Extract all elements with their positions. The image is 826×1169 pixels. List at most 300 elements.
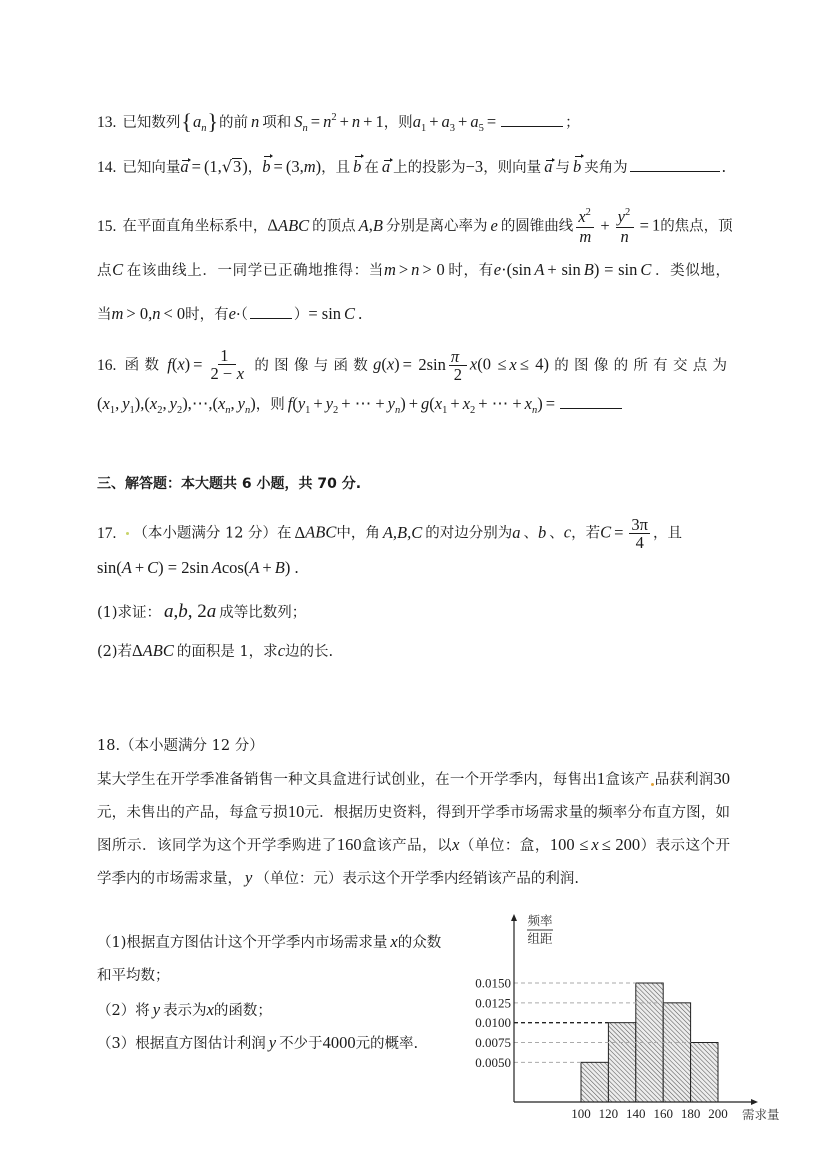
question-18-part-1: [97, 931, 441, 953]
text-run: (1)求证：: [97, 605, 162, 621]
vector-b: b: [572, 157, 582, 176]
text-run: 的前: [219, 115, 248, 131]
operator: =: [193, 354, 203, 374]
math-var: a: [206, 601, 217, 622]
sqrt-icon: [222, 157, 232, 176]
math-var: g: [421, 394, 430, 413]
math-var: y: [617, 207, 625, 226]
text-run: 与: [555, 160, 570, 176]
operator: +: [408, 394, 419, 413]
y-tick-label: 0.0075: [475, 1035, 511, 1050]
text-run: ，则: [255, 397, 285, 413]
math-paren: ): [394, 354, 400, 374]
fraction-numerator: [616, 208, 634, 228]
math-var: e: [493, 260, 502, 279]
answer-blank: [250, 303, 292, 319]
math-var: b: [538, 522, 547, 542]
stray-dot: [651, 783, 654, 786]
text-run: 品获利润: [654, 772, 714, 788]
math-num: 4000: [322, 1033, 356, 1052]
subscript: 2: [333, 405, 339, 416]
y-tick-label: 0.0150: [475, 975, 511, 991]
y-tick-label: 0.0050: [475, 1054, 511, 1070]
math-paren: (: [97, 394, 103, 413]
text-run: 图所示．该同学为这个开学季购进了: [97, 838, 337, 854]
math-num: 2 −: [210, 364, 233, 383]
fraction-denominator: 4: [635, 533, 644, 552]
question-18-paragraph-line-4: [97, 867, 579, 889]
question-number: 17.: [97, 524, 117, 542]
math-punct: ,: [115, 394, 120, 413]
math-num: 100 ≤: [549, 835, 589, 854]
math-punct: ,: [173, 601, 179, 622]
text-run: 、: [523, 525, 539, 542]
math-var: x: [177, 354, 185, 374]
text-run: 上的投影为: [393, 160, 466, 176]
operator: =: [545, 394, 556, 413]
vector-b: b: [353, 157, 362, 176]
math-num: (3,: [285, 157, 304, 176]
math-paren: (: [381, 354, 387, 374]
math-var: y: [387, 394, 395, 413]
text-run: 的众数: [397, 935, 442, 951]
histogram-bar: [608, 1023, 635, 1102]
math-var: A: [358, 215, 369, 235]
y-tick-label: 0.0125: [475, 995, 511, 1011]
math-num: 1: [651, 215, 661, 235]
subscript: 1: [305, 405, 311, 416]
subscript: 2: [157, 405, 163, 416]
operator: + ⋯ +: [478, 394, 522, 413]
vector-a: a: [544, 157, 553, 176]
math-var: C: [640, 260, 652, 279]
subscript: n: [244, 405, 251, 416]
subscript: 3: [449, 123, 455, 134]
math-var: m: [383, 260, 396, 279]
fraction-numerator: 1: [218, 347, 236, 365]
math-var: A: [249, 558, 260, 577]
delta-symbol: Δ: [294, 522, 306, 542]
y-axis-label-denominator: 组距: [527, 931, 553, 946]
y-tick-label: 0.0100: [475, 1015, 511, 1031]
fraction-denominator: [208, 365, 246, 384]
math-func: ·(sin: [501, 260, 532, 279]
question-18-part-2: [97, 999, 272, 1021]
text-run: 在: [364, 160, 379, 176]
text-run: .: [358, 304, 363, 323]
question-17-line-1: [97, 515, 683, 552]
x-tick-label: 200: [708, 1106, 728, 1121]
operator: +: [134, 558, 145, 577]
subscript: n: [225, 405, 231, 416]
subscript: 1: [129, 405, 135, 416]
math-var: x: [217, 394, 226, 413]
math-num: 1: [375, 112, 384, 131]
question-17-part-2: [97, 640, 333, 662]
math-num: 30: [713, 769, 731, 788]
operator: =: [639, 215, 649, 235]
text-run: 项和: [262, 115, 292, 131]
question-15-line-3: [97, 303, 362, 325]
text-run: ，若: [571, 525, 601, 542]
text-run: 中，角: [336, 525, 380, 542]
math-var: x: [462, 394, 471, 413]
math-var: ABC: [142, 641, 174, 660]
delta-symbol: Δ: [267, 215, 278, 235]
math-var: x: [206, 1000, 214, 1019]
question-15-line-2: [97, 259, 730, 281]
text-run: .: [721, 157, 726, 176]
text-run: 的面积是 1，求: [176, 644, 278, 660]
math-var: A: [121, 558, 132, 577]
y-axis-label-numerator: 频率: [527, 913, 553, 928]
math-var: y: [169, 394, 177, 413]
question-14: [97, 156, 726, 178]
question-number: 13.: [97, 114, 117, 131]
math-var: n: [351, 112, 361, 131]
math-var: B: [372, 215, 383, 235]
text-run: 的图像与函数: [252, 357, 374, 374]
math-var: ABC: [305, 522, 337, 542]
math-var: g: [373, 354, 382, 374]
math-var: x: [149, 394, 158, 413]
operator: +: [339, 112, 349, 131]
math-var: e: [228, 304, 236, 323]
x-axis-label: 需求量: [742, 1107, 780, 1122]
text-run: ）: [293, 307, 309, 323]
subscript: 1: [109, 405, 116, 416]
math-var: e: [490, 215, 498, 235]
math-var: C: [147, 558, 159, 577]
text-run: （2）将: [97, 1003, 150, 1019]
text-run: 不少于: [279, 1036, 323, 1052]
margin-dot: [126, 532, 129, 535]
answer-blank: [560, 393, 622, 409]
text-run: 成等比数列；: [219, 605, 307, 621]
math-paren: ): [184, 354, 191, 374]
math-paren: (: [171, 354, 178, 374]
math-var: A,B,C: [382, 522, 423, 542]
text-run: (2)若: [97, 644, 133, 660]
fraction-numerator: π: [449, 348, 467, 366]
vector-b: b: [262, 157, 271, 176]
math-var: x: [102, 394, 110, 413]
text-run: 夹角为: [584, 160, 628, 176]
operator: =: [310, 112, 321, 131]
operator: =: [614, 522, 624, 542]
x-tick-label: 100: [571, 1106, 591, 1121]
histogram-chart: [460, 905, 790, 1125]
subscript: 2: [470, 405, 476, 416]
text-run: 点: [97, 263, 113, 279]
operator: +: [600, 215, 610, 235]
operator: + ⋯ +: [341, 394, 385, 413]
operator: >: [398, 260, 409, 279]
text-run: （1)根据直方图估计这个开学季内市场需求量: [97, 935, 388, 951]
math-var: y: [122, 394, 130, 413]
brace-left: {: [181, 109, 192, 134]
operator: +: [262, 558, 272, 577]
question-18-part-1-cont: 和平均数；: [97, 968, 170, 984]
math-var: x: [390, 932, 398, 951]
text-run: 、: [549, 525, 564, 542]
superscript: 2: [624, 207, 631, 218]
fraction-3pi-over-4: [629, 516, 650, 551]
math-paren: ),: [134, 394, 145, 413]
operator: +: [313, 394, 323, 413]
text-run: ，且: [321, 160, 351, 176]
operator: +: [450, 394, 460, 413]
math-var: a: [412, 112, 421, 131]
math-num: −3: [465, 157, 484, 176]
math-func: + sin: [547, 260, 581, 279]
math-paren: (: [144, 394, 150, 413]
text-run: ．类似地，: [654, 263, 731, 279]
math-num: ,: [368, 215, 373, 235]
fraction-denominator: n: [620, 227, 629, 246]
question-17-line-2: [97, 557, 299, 579]
math-num: 1: [596, 769, 606, 788]
math-var: f: [167, 354, 172, 374]
math-punct: ,: [230, 394, 235, 413]
text-run: 元．根据历史资料，得到开学季市场需求量的频率分布直方图，如: [304, 805, 731, 821]
math-num: 160: [336, 835, 362, 854]
text-run: 当: [97, 307, 112, 323]
text-run: 已知向量: [122, 160, 181, 176]
x-tick-label: 120: [598, 1106, 619, 1121]
math-num: ): [315, 157, 322, 176]
math-paren: (: [429, 394, 435, 413]
text-run: ，: [247, 160, 263, 176]
histogram-bar: [691, 1043, 718, 1103]
x-axis-arrow-icon: [751, 1099, 758, 1105]
math-var: B: [274, 558, 285, 577]
math-var: x: [452, 835, 460, 854]
math-var: x: [469, 354, 478, 374]
math-paren: ): [400, 394, 406, 413]
math-var: x: [509, 354, 517, 374]
math-var: A: [211, 558, 222, 577]
delta-symbol: Δ: [132, 641, 143, 660]
math-var: A: [534, 260, 545, 279]
text-run: 边的长.: [285, 644, 334, 660]
math-num: 10: [287, 802, 305, 821]
histogram-bar: [663, 1003, 690, 1102]
x-tick-label: 160: [653, 1106, 673, 1121]
math-func: sin(: [97, 558, 122, 577]
math-paren: ),: [182, 394, 192, 413]
question-16-line-1: [97, 346, 731, 384]
math-var: c: [563, 522, 572, 542]
math-paren: (: [292, 394, 298, 413]
fraction-denominator: 2: [453, 365, 462, 384]
text-run: 的对边分别为: [425, 525, 513, 542]
math-var: B: [583, 260, 594, 279]
superscript: 2: [331, 112, 337, 123]
math-func: = 2sin: [402, 354, 446, 374]
text-run: （3）根据直方图估计利润: [97, 1036, 266, 1052]
text-run: 元，未售出的产品，每盒亏损: [97, 805, 288, 821]
math-num: > 0,: [126, 304, 153, 323]
math-var: x: [434, 394, 443, 413]
question-17-part-1: [97, 601, 306, 623]
text-run: 时，有: [185, 307, 229, 323]
text-run: （本小题满分 12 分）在: [133, 525, 292, 542]
math-num: ≤ 200: [601, 835, 641, 854]
answer-blank: [630, 156, 720, 172]
math-punct: ,: [162, 394, 167, 413]
subscript: 1: [420, 123, 427, 134]
y-axis-arrow-icon: [511, 914, 517, 921]
math-var: n: [323, 112, 332, 131]
math-var: C: [112, 260, 124, 279]
text-run: ，则: [383, 115, 413, 131]
fraction-1-over-2-minus-x: [208, 347, 246, 384]
math-var: a: [192, 112, 202, 131]
math-num: > 0: [422, 260, 445, 279]
math-func: cos(: [221, 558, 250, 577]
math-num: (0 ≤: [477, 354, 507, 374]
math-var: y: [237, 394, 245, 413]
operator: =: [486, 112, 497, 131]
question-18-paragraph-line-3: [97, 834, 730, 856]
math-var: f: [287, 394, 293, 413]
math-var: x: [578, 207, 586, 226]
text-run: 某大学生在开学季准备销售一种文具盒进行试创业，在一个开学季内，每售出: [97, 772, 597, 788]
operator: =: [191, 157, 201, 176]
question-18-paragraph-line-1: [97, 768, 730, 790]
math-var: x: [236, 364, 245, 383]
question-18-part-3: [97, 1032, 418, 1054]
section-heading: 三、解答题：本大题共 6 小题，共 70 分.: [97, 476, 362, 492]
math-ellipsis: ⋯,: [191, 394, 213, 413]
subscript: 5: [478, 123, 484, 134]
question-number: 14.: [97, 159, 117, 176]
fraction-numerator: 3π: [631, 515, 649, 534]
text-run: 学季内的市场需求量，: [97, 871, 242, 887]
math-paren: ): [250, 394, 256, 413]
text-run: 函数: [122, 357, 165, 374]
text-run: 的图像的所有交点为: [551, 357, 731, 374]
math-paren: ) .: [284, 558, 299, 577]
math-paren: ): [537, 394, 543, 413]
math-num: ≤ 4): [519, 354, 549, 374]
math-var: y: [245, 868, 253, 887]
math-var: n: [152, 304, 161, 323]
text-run: 在该曲线上．一同学已正确地推得：当: [126, 263, 384, 279]
text-run: 盒该产品，以: [361, 838, 453, 854]
math-var: y: [268, 1033, 277, 1052]
text-run: ·（: [236, 307, 248, 323]
sqrt-radicand: 3: [233, 157, 242, 176]
text-run: 的顶点: [312, 218, 356, 235]
text-run: ，且: [653, 525, 683, 542]
text-run: （单位：元）表示这个开学季内经销该产品的利润.: [255, 871, 579, 887]
math-num: < 0: [163, 304, 186, 323]
math-var: x: [386, 354, 395, 374]
text-run: 已知数列: [122, 115, 181, 131]
text-run: 在平面直角坐标系中，: [122, 218, 268, 235]
text-run: 表示为: [163, 1003, 207, 1019]
fraction-numerator: [576, 208, 594, 228]
text-run: ）表示这个开: [640, 838, 731, 854]
math-var: ABC: [278, 215, 310, 235]
subscript: 2: [176, 405, 183, 416]
math-var: m: [111, 304, 124, 323]
text-run: （单位：盒，: [459, 838, 550, 854]
math-var: y: [325, 394, 334, 413]
vector-a: a: [381, 157, 391, 176]
math-num: ): [242, 157, 248, 176]
math-var: y: [152, 1000, 161, 1019]
math-var: C: [344, 304, 356, 323]
subscript: n: [201, 123, 207, 134]
math-paren: (: [212, 394, 218, 413]
question-number: 15.: [97, 217, 117, 235]
question-13: [97, 111, 580, 133]
operator: +: [458, 112, 468, 131]
question-16-line-2: [97, 393, 624, 415]
math-var: a: [164, 601, 174, 622]
operator: +: [363, 112, 373, 131]
question-15-line-1: [97, 207, 733, 246]
math-var: b: [178, 601, 188, 622]
superscript: 2: [585, 207, 591, 218]
fraction-pi-over-2: [449, 348, 467, 383]
text-run: ，则向量: [483, 160, 542, 176]
subscript: n: [531, 405, 538, 416]
math-var: n: [251, 112, 260, 131]
question-number: 16.: [97, 356, 117, 374]
math-var: n: [411, 260, 420, 279]
math-var: x: [524, 394, 532, 413]
math-func: ) = 2sin: [158, 558, 209, 577]
text-run: 时，有: [447, 263, 494, 279]
operator: +: [429, 112, 439, 131]
subscript: n: [302, 123, 308, 134]
answer-blank: [501, 111, 563, 127]
vector-a: a: [180, 157, 189, 176]
operator: =: [273, 157, 283, 176]
question-18-title: 18.（本小题满分 12 分）: [97, 738, 264, 754]
x-tick-label: 140: [626, 1106, 646, 1121]
math-num: , 2: [187, 601, 207, 622]
text-run: 的函数；: [213, 1003, 272, 1019]
math-var: a: [441, 112, 450, 131]
math-var: a: [512, 522, 521, 542]
fraction-y2-over-n: [616, 208, 634, 245]
subscript: 1: [442, 405, 448, 416]
math-var: c: [277, 641, 286, 660]
text-run: 的焦点，顶: [660, 218, 733, 235]
histogram-bar: [581, 1062, 608, 1102]
x-tick-label: 180: [680, 1106, 701, 1121]
text-run: 的圆锥曲线: [500, 218, 574, 235]
text-run: ；: [565, 115, 580, 131]
subscript: n: [394, 405, 401, 416]
text-run: 分别是离心率为: [385, 218, 488, 235]
math-func: ) = sin: [593, 260, 638, 279]
math-var: a: [470, 112, 479, 131]
math-var: y: [297, 394, 306, 413]
math-var: m: [303, 157, 316, 176]
text-run: 元的概率.: [355, 1036, 419, 1052]
math-num: (1,: [203, 157, 222, 176]
math-var: S: [294, 112, 303, 131]
question-18-paragraph-line-2: [97, 801, 730, 823]
fraction-denominator: m: [579, 227, 592, 246]
math-func: = sin: [308, 304, 342, 323]
